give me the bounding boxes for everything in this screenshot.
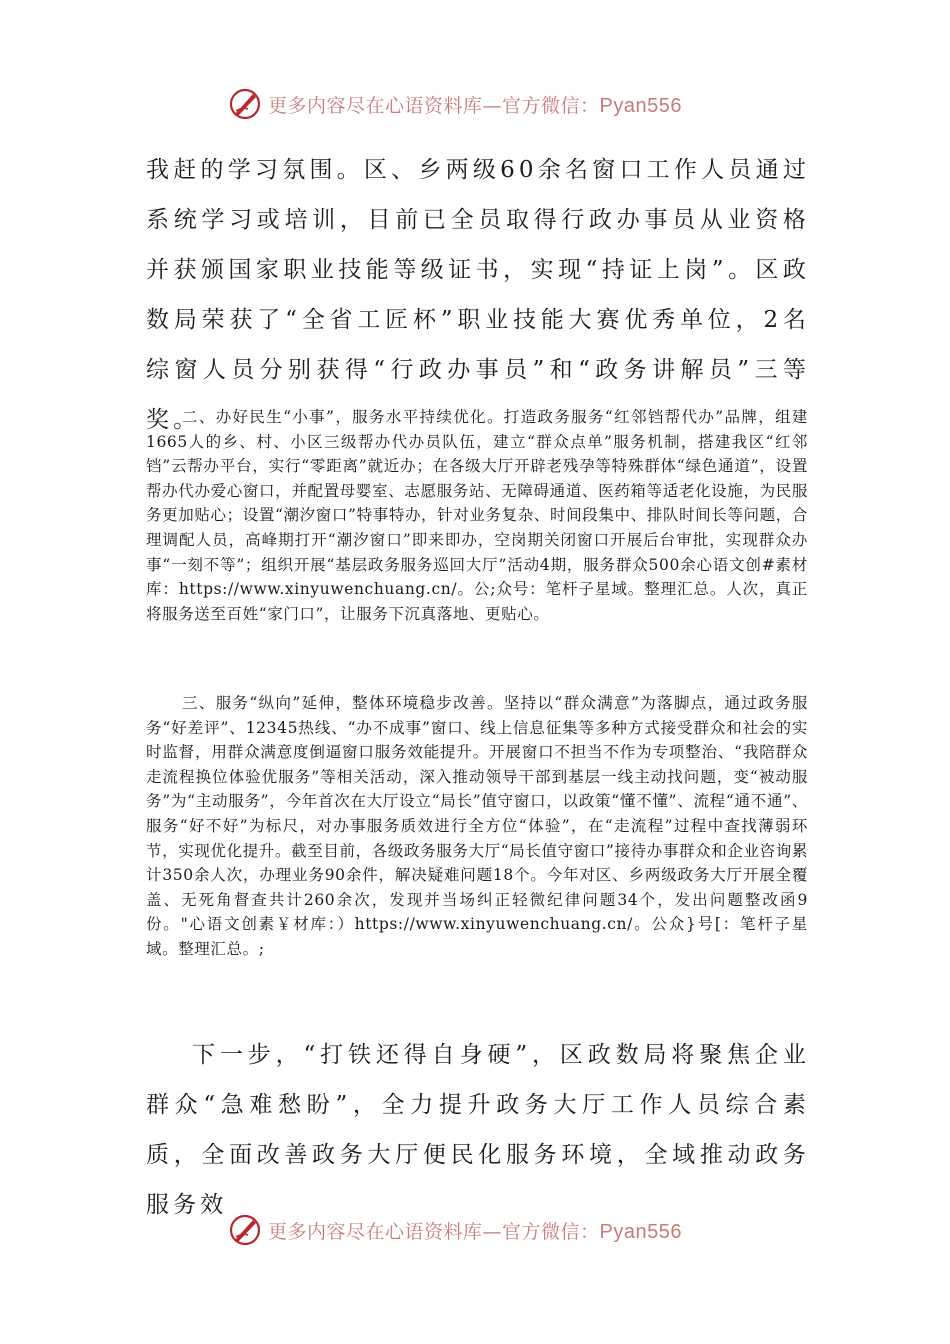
- header-banner-text: 更多内容尽在心语资料库—官方微信：Pyan556: [268, 94, 682, 117]
- paragraph-2: 二、办好民生“小事”，服务水平持续优化。打造政务服务“红邻铛帮代办”品牌，组建1665人的乡、村、小区三级帮办代办员队伍，建立“群众点单”服务机制，搭建我区“红邻铛”云帮办平台，实行“零距离”就近办；在各级大厅开辟老残孕等特殊群体“绿色通道”，设置帮办代办爱心窗口，并配置母婴室、志愿服务站、无障碍通道、医药箱等适老化设施，为民服务更加贴心；设置“潮汐窗口”特事特办，针对业务复杂、时间段集中、排队时间长等问题，合理调配人员，高峰期打开“潮汐窗口”即来即办，空岗期关闭窗口开展后台审批，实现群众办事“一刻不等”；组织开展“基层政务服务巡回大厅”活动4期，服务群众500余心语文创#素材库：https://www.xinyuwenchuang.cn/。公;众号：笔杆子星域。整理汇总。人次，真正将服务送至百姓“家门口”，让服务下沉真落地、更贴心。: [146, 408, 808, 623]
- footer-wechat-id: Pyan556: [599, 1220, 682, 1243]
- footer-banner-text: 更多内容尽在心语资料库—官方微信：Pyan556: [268, 1220, 682, 1243]
- header-banner: [228, 84, 748, 124]
- paragraph-4: 下一步，“打铁还得自身硬”，区政数局将聚焦企业群众“急难愁盼”，全力提升政务大厅工作人员综合素质，全面改善政务大厅便民化服务环境，全域推动政务服务效: [146, 1042, 810, 1218]
- pen-circle-logo-icon: [228, 87, 262, 121]
- paragraph-3: 三、服务“纵向”延伸，整体环境稳步改善。坚持以“群众满意”为落脚点，通过政务服务“好差评”、12345热线、“办不成事”窗口、线上信息征集等多种方式接受群众和社会的实时监督，用群众满意度倒逼窗口服务效能提升。开展窗口不担当不作为专项整治、“我陪群众走流程换位体验优服务”等相关活动，深入推动领导干部到基层一线主动找问题，变“被动服务”为“主动服务”，今年首次在大厅设立“局长”值守窗口，以政策“懂不懂”、流程“通不通”、服务“好不好”为标尺，对办事服务质效进行全方位“体验”，在“走流程”过程中查找薄弱环节，实现优化提升。截至目前，各级政务服务大厅“局长值守窗口”接待办事群众和企业咨询累计350余人次，办理业务90余件，解决疑难问题18个。今年对区、乡两级政务大厅开展全覆盖、无死角督查共计260余次，发现并当场纠正轻微纪律问题34个，发出问题整改函9份。"心语文创素￥材库：）https://www.xinyuwenchuang.cn/。公众}号[：笔杆子星域。整理汇总。;: [146, 694, 808, 958]
- pen-circle-logo-icon: [228, 1213, 262, 1247]
- paragraph-1: 我赶的学习氛围。区、乡两级60余名窗口工作人员通过系统学习或培训，目前已全员取得行政办事员从业资格并获颁国家职业技能等级证书，实现“持证上岗”。区政数局荣获了“全省工匠杯”职业技能大赛优秀单位，2名综窗人员分别获得“行政办事员”和“政务讲解员”三等奖。: [146, 157, 810, 433]
- footer-banner: [228, 1210, 748, 1250]
- header-wechat-id: Pyan556: [599, 94, 682, 117]
